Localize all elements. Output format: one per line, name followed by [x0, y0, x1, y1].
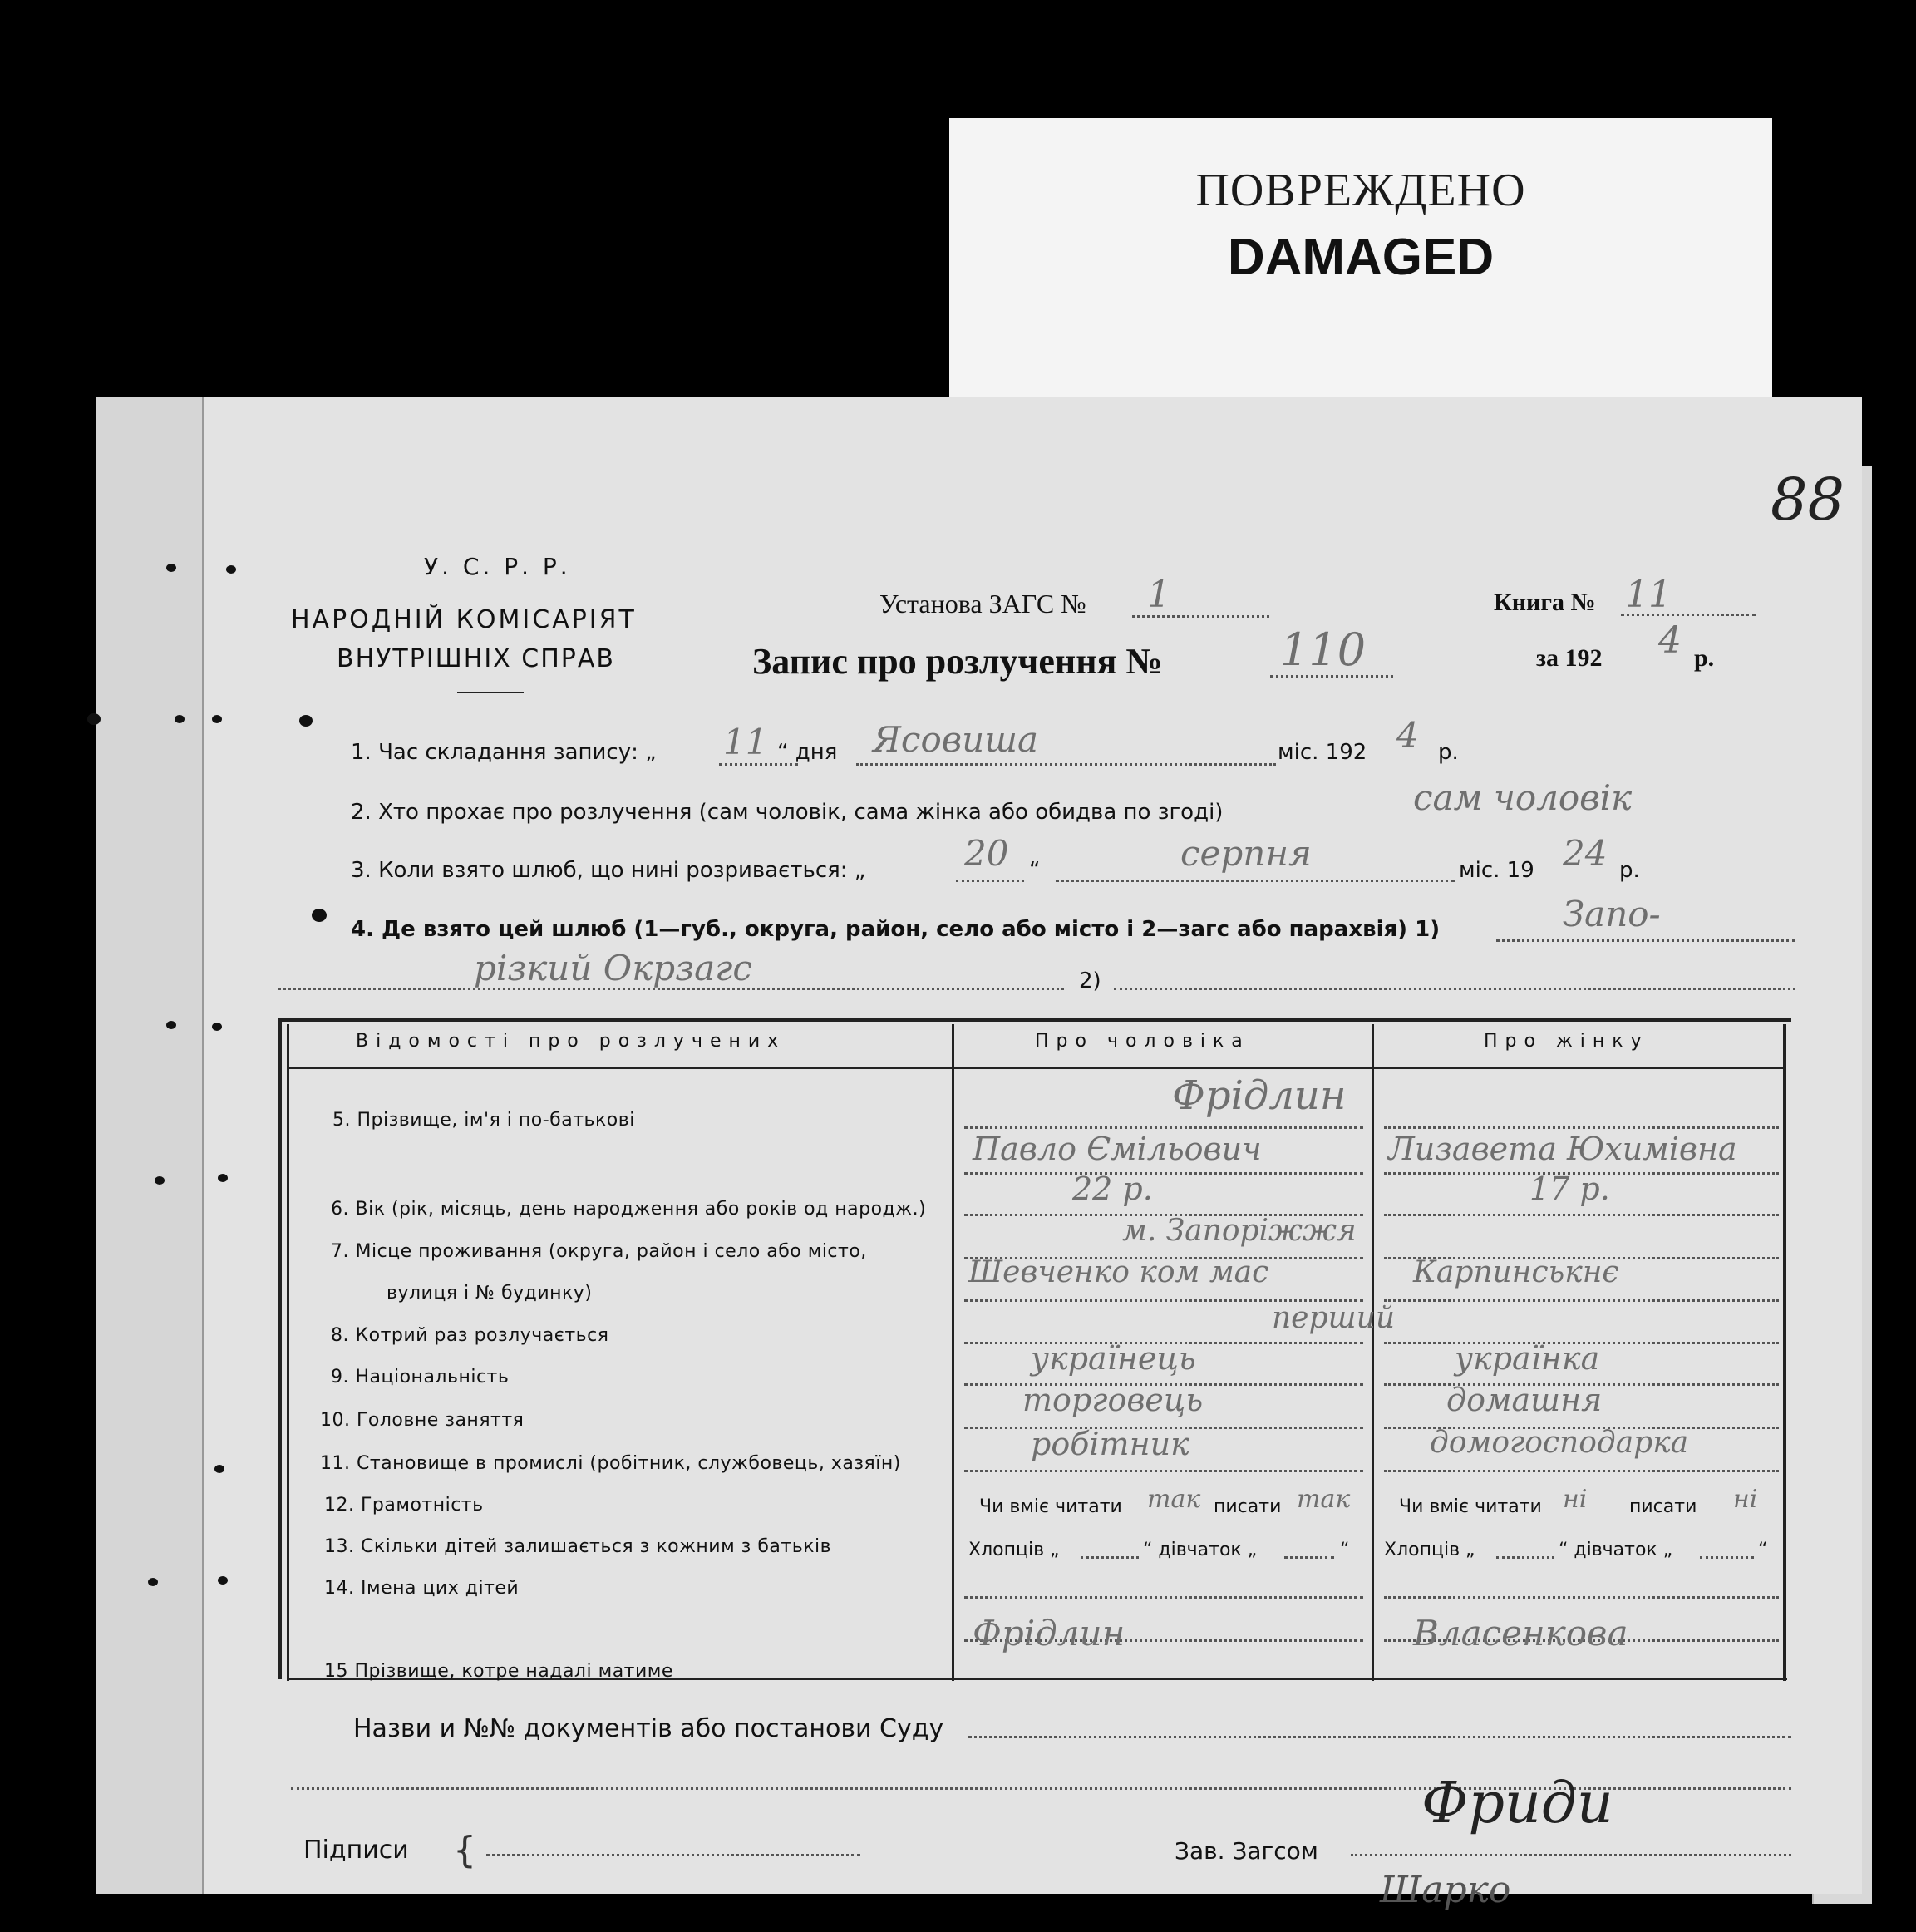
wife-new-surname: Власенкова — [1413, 1613, 1628, 1654]
page-number: 88 — [1771, 466, 1845, 534]
binding-strip — [96, 397, 204, 1894]
row-label-occupation: 10. Головне заняття — [320, 1410, 525, 1431]
husband-line — [964, 1596, 1363, 1599]
damaged-label-card — [949, 118, 1772, 442]
col-header-info: Відомості про розлучених — [356, 1031, 786, 1052]
row-label-status: 11. Становище в промислі (робітник, службовець, хазяїн) — [320, 1453, 901, 1474]
husband-girls-line — [1284, 1556, 1334, 1559]
signatures-brace: { — [453, 1829, 476, 1871]
row-label-age: 6. Вік (рік, місяць, день народження або років од народж.) — [331, 1199, 927, 1220]
binding-hole — [155, 1176, 165, 1185]
zags-label: Установа ЗАГС № — [879, 589, 1086, 619]
binding-hole — [175, 715, 185, 723]
binding-hole — [312, 909, 327, 922]
table-top-border — [278, 1018, 1791, 1022]
wife-literacy-read: ні — [1563, 1485, 1588, 1514]
binding-hole — [218, 1576, 228, 1585]
q1-label: 1. Час складання запису: „ — [351, 740, 657, 765]
husband-literacy-read-label: Чи вміє читати — [979, 1496, 1122, 1517]
husband-name: Павло Ємільович — [973, 1131, 1262, 1167]
wife-literacy-write-label: писати — [1629, 1496, 1697, 1517]
table-right-border — [1783, 1024, 1786, 1681]
header-commissariat-1: НАРОДНІЙ КОМІСАРІЯТ — [291, 605, 637, 634]
husband-status: робітник — [1031, 1426, 1189, 1462]
wife-children-end: “ — [1758, 1540, 1768, 1560]
q4-answer-line — [1496, 939, 1795, 942]
binding-hole — [212, 715, 222, 723]
husband-boys-label: Хлопців „ — [968, 1540, 1060, 1560]
documents-line — [968, 1736, 1791, 1738]
year-suffix: р. — [1694, 644, 1715, 672]
binding-hole — [226, 565, 236, 574]
wife-literacy-read-label: Чи вміє читати — [1399, 1496, 1542, 1517]
wife-boys-line — [1496, 1556, 1554, 1559]
wife-name: Лизавета Юхимівна — [1388, 1131, 1737, 1167]
table-header-rule — [287, 1067, 1783, 1069]
q1-mis: міс. 192 — [1278, 740, 1367, 765]
husband-literacy-write-label: писати — [1214, 1496, 1282, 1517]
husband-line — [964, 1172, 1363, 1175]
head-label: Зав. Загсом — [1175, 1837, 1318, 1865]
wife-residence: Карпинськнє — [1413, 1255, 1619, 1289]
wife-age: 17 р. — [1529, 1171, 1610, 1207]
wife-status: домогосподарка — [1430, 1426, 1689, 1460]
husband-line — [964, 1470, 1363, 1472]
row-label-literacy: 12. Грамотність — [324, 1495, 484, 1516]
q4-answer-1: Запо- — [1563, 894, 1661, 934]
q3-day: 20 — [964, 833, 1009, 874]
q3-day-line — [956, 880, 1024, 882]
header-ussr: У. С. Р. Р. — [424, 553, 571, 580]
q4-part2-line — [1114, 988, 1795, 990]
binding-hole — [166, 1021, 176, 1029]
q4-part2: 2) — [1079, 968, 1101, 993]
row-label-children: 13. Скільки дітей залишається з кожним з батьків — [324, 1536, 832, 1557]
q4-label: 4. Де взято цей шлюб (1—губ., округа, район, село або місто і 2—загс або парахвія) 1) — [351, 917, 1441, 942]
col-header-husband: Про чоловіка — [1035, 1031, 1250, 1052]
binding-hole — [87, 713, 101, 725]
husband-times: перший — [1272, 1301, 1396, 1335]
husband-surname: Фрідлин — [1172, 1072, 1347, 1119]
q3-month: серпня — [1180, 833, 1312, 874]
wife-line — [1384, 1214, 1779, 1216]
husband-age: 22 р. — [1072, 1171, 1153, 1207]
record-number: 110 — [1280, 623, 1367, 676]
year-digit: 4 — [1658, 619, 1682, 662]
binding-hole — [299, 715, 313, 727]
husband-occupation: торговець — [1022, 1382, 1204, 1418]
wife-line — [1384, 1299, 1779, 1302]
q2-answer: сам чоловік — [1413, 777, 1633, 818]
signatures-label: Підписи — [303, 1836, 409, 1865]
binding-hole — [212, 1023, 222, 1031]
husband-literacy-read: так — [1147, 1485, 1201, 1514]
husband-residence-2: Шевченко ком мас — [968, 1255, 1269, 1289]
binding-hole — [214, 1465, 224, 1473]
head-signature-2: Шарко — [1380, 1869, 1511, 1911]
binding-hole — [166, 564, 176, 572]
q1-mid: “ дня — [777, 740, 838, 765]
q3-mis: міс. 19 — [1459, 858, 1534, 883]
q4-answer-1b: різкий Окрзагс — [474, 948, 752, 988]
table-divider-1 — [952, 1024, 954, 1681]
book-label: Книга № — [1494, 589, 1596, 616]
husband-literacy-write: так — [1297, 1485, 1351, 1514]
husband-nationality: українець — [1031, 1340, 1196, 1377]
book-number: 11 — [1625, 574, 1672, 616]
husband-residence-1: м. Запоріжжя — [1122, 1214, 1357, 1248]
q3-r: р. — [1619, 858, 1640, 883]
husband-girls-label: “ дівчаток „ — [1143, 1540, 1258, 1560]
q3-label: 3. Коли взято шлюб, що нині розривається: „ — [351, 858, 866, 883]
row-label-residence: 7. Місце проживання (округа, район і село або місто, — [331, 1241, 867, 1262]
header-commissariat-2: ВНУТРІШНІХ СПРАВ — [337, 644, 615, 673]
husband-children-end: “ — [1340, 1540, 1350, 1560]
q3-year: 24 — [1563, 833, 1608, 874]
table-divider-2 — [1372, 1024, 1374, 1681]
year-prefix: за 192 — [1536, 644, 1603, 672]
col-header-wife: Про жінку — [1484, 1031, 1649, 1052]
signatures-line — [486, 1854, 860, 1856]
q1-r: р. — [1438, 740, 1459, 765]
wife-line — [1384, 1126, 1779, 1129]
row-label-surname: 5. Прізвище, ім'я і по-батькові — [332, 1110, 635, 1131]
wife-nationality: українка — [1455, 1340, 1600, 1377]
husband-boys-line — [1081, 1556, 1139, 1559]
q1-month-line — [856, 763, 1276, 766]
wife-girls-label: “ дівчаток „ — [1559, 1540, 1673, 1560]
table-left-inner-border — [287, 1024, 289, 1681]
head-signature: Фриди — [1421, 1771, 1613, 1836]
wife-line — [1384, 1596, 1779, 1599]
documents-label: Назви и №№ документів або постанови Суду — [353, 1714, 944, 1743]
zags-number: 1 — [1147, 574, 1170, 616]
wife-boys-label: Хлопців „ — [1384, 1540, 1475, 1560]
header-rule — [457, 692, 524, 693]
row-label-times: 8. Котрий раз розлучається — [331, 1325, 609, 1346]
table-left-border — [278, 1018, 282, 1679]
q3-mid: “ — [1029, 858, 1041, 883]
husband-new-surname: Фрідлин — [973, 1613, 1125, 1654]
wife-girls-line — [1700, 1556, 1754, 1559]
damaged-label-en: DAMAGED — [1227, 229, 1495, 286]
q1-day: 11 — [723, 722, 768, 762]
q1-month: Ясовиша — [873, 719, 1039, 760]
row-label-residence-2: вулиця і № будинку) — [387, 1283, 593, 1304]
wife-line — [1384, 1470, 1779, 1472]
head-signature-line — [1351, 1854, 1791, 1856]
row-label-nationality: 9. Національність — [331, 1367, 510, 1387]
wife-occupation: домашня — [1446, 1382, 1603, 1418]
damaged-label-ru: ПОВРЕЖДЕНО — [1195, 165, 1526, 216]
binding-hole — [148, 1578, 158, 1586]
q2-label: 2. Хто прохає про розлучення (сам чоловік, сама жінка або обидва по згоді) — [351, 800, 1224, 825]
husband-line — [964, 1126, 1363, 1129]
row-label-new-surname: 15 Прізвище, котре надалі матиме — [324, 1661, 673, 1682]
row-label-children-names: 14. Імена цих дітей — [324, 1578, 520, 1599]
q3-month-line — [1056, 880, 1455, 882]
record-title: Запис про розлучення № — [752, 641, 1163, 682]
binding-hole — [218, 1174, 228, 1182]
wife-literacy-write: ні — [1733, 1485, 1758, 1514]
q1-year: 4 — [1396, 715, 1419, 756]
